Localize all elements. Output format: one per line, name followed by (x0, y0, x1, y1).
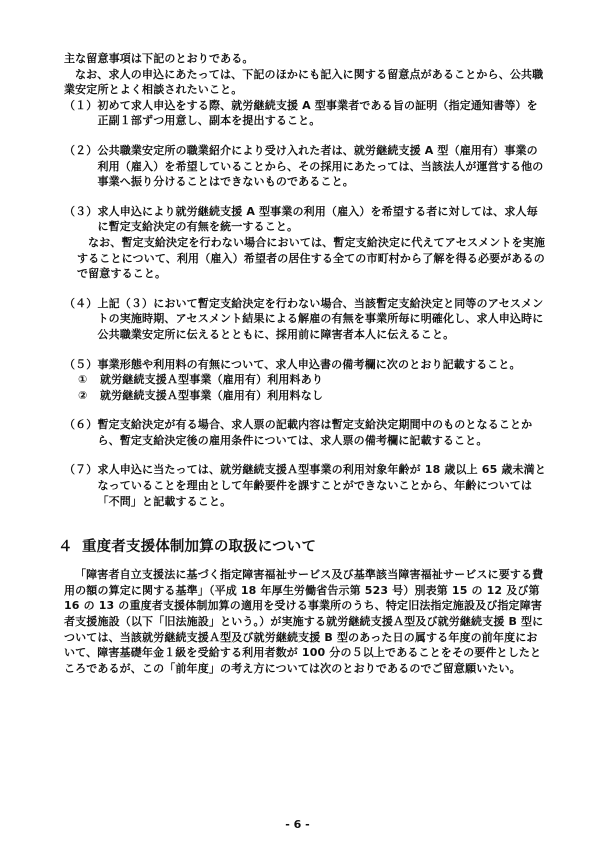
item-number: （４） (64, 296, 98, 310)
list-item (64, 296, 546, 343)
item-number: （３） (64, 204, 98, 218)
document-body (58, 51, 546, 676)
intro-note: なお、求人の申込にあたっては、下記のほかにも記入に関する留意点があることから、公共職業安定所とよく相談されたいこと。 (64, 67, 544, 97)
item-text: 初めて求人申込をする際、就労継続支援 A 型事業者である旨の証明（指定通知書等）を正副１部ずつ用意し、副本を提出すること。 (97, 98, 538, 128)
intro-line: 主な留意事項は下記のとおりである。 (64, 52, 254, 65)
item-number: （２） (64, 143, 98, 157)
item-number: （６） (64, 418, 98, 432)
sub-list-item (64, 388, 546, 404)
sub-item-text: 就労継続支援Ａ型事業（雇用有）利用料あり (100, 373, 323, 387)
item-text: 事業形態や利用料の有無について、求人申込書の備考欄に次のとおり記載すること。 (97, 357, 521, 371)
item-text: 公共職業安定所の職業紹介により受け入れた者は、就労継続支援 A 型（雇用有）事業の利用（雇入）を希望していることから、その採用にあたっては、当該法人が運営する他の事業へ振り分けることはできないものであること。 (97, 143, 544, 189)
sub-list-item (64, 372, 546, 388)
sub-item-text: 就労継続支援Ａ型事業（雇用有）利用料なし (100, 388, 323, 402)
list-item (64, 98, 546, 129)
item-text: 暫定支給決定が有る場合、求人票の記載内容は暫定支給決定期間中のものとなることから、暫定支給決定後の雇用条件については、求人票の備考欄に記載すること。 (97, 418, 533, 447)
sub-item-mark: ① (78, 373, 88, 387)
section-title: 重度者支援体制加算の取扱について (82, 539, 317, 556)
item-text: 求人申込に当たっては、就労継続支援Ａ型事業の利用対象年齢が 18 歳以上 65 歳未満となっていることを理由として年齢要件を課すことができないことから、年齢については「不問」と記載すること。 (97, 463, 546, 508)
item-number: （７） (64, 463, 98, 477)
sub-item-mark: ② (78, 388, 88, 402)
item-text: 求人申込により就労継続支援 A 型事業の利用（雇入）を希望する者に対しては、求人毎に暫定支給決定の有無を統一すること。 (97, 204, 538, 234)
list-item (64, 143, 546, 190)
list-item (64, 417, 546, 448)
item-number: （５） (64, 357, 98, 371)
section-paragraph: 「障害者自立支援法に基づく指定障害福祉サービス及び基準該当障害福祉サービスに要する費用の額の算定に関する基準」（平成 18 年厚生労働省告示第 523 号）別表第 15 の 12 及び第 16 の 13 の重度者支援体制加算の適用を受ける事業所のうち、特定旧法指定施設及び指定障害者支援施設（以下「旧法施設」という。）が実施する就労継続支援Ａ型及び就労継続支援 B 型については、当該就労継続支援Ａ型及び就労継続支援 B 型のあった日の属する年度の前年度において、障害基礎年金１級を受給する利用者数が 100 分の５以上であることをその要件としたところであるが、この「前年度」の考え方については次のとおりであるのでご留意願いたい。 (64, 568, 544, 675)
page-number: - 6 - (285, 818, 310, 831)
item-text: 上記（３）において暫定支給決定を行わない場合、当該暫定支給決定と同等のアセスメントの実施時期、アセスメント結果による解雇の有無を事業所毎に明確化し、求人申込時に公共職業安定所に伝えるとともに、採用前に障害者本人に伝えること。 (97, 296, 544, 341)
section-number: ４ (58, 539, 73, 556)
item-note: なお、暫定支給決定を行わない場合においては、暫定支給決定に代えてアセスメントを実施することについて、利用（雇入）希望者の居住する全ての市町村から了解を得る必要があるので留意すること。 (77, 235, 546, 281)
item-number: （１） (64, 98, 98, 112)
list-item (64, 204, 546, 282)
list-item (64, 357, 546, 404)
list-item (64, 462, 546, 509)
section-heading (58, 537, 546, 557)
